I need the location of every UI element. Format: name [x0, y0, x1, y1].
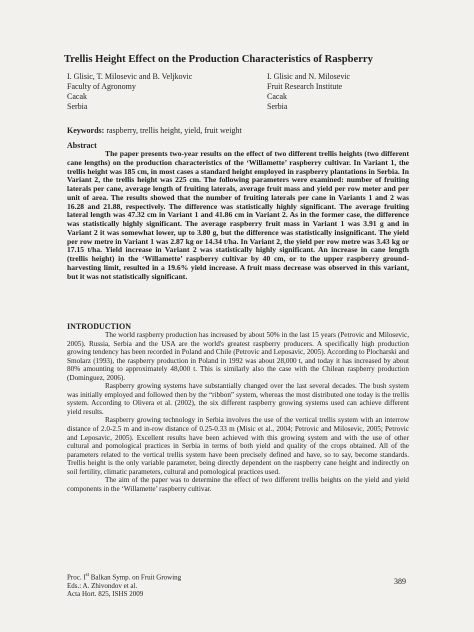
page-number: 389: [394, 577, 406, 586]
author-block-right: [267, 72, 350, 112]
author-names: I. Glisic and N. Milosevic: [267, 72, 351, 81]
footer-acta-line: Acta Hort. 825, ISHS 2009: [67, 590, 144, 599]
intro-paragraph: The world raspberry production has increased by about 50% in the last 15 years (Petrovic and Milosevic, 2005). Russia, Serbia and the USA are the world's greatest raspberry producers. A specifically high production growing tendency has been recorded in Poland and Chile (Petrovic and Leposavic, 2005). According to Plocharski and Smolarz (1993), the raspberry production in Poland in 1992 was about 28,000 t, and today it has increased by about 80% amounting to approximately 48,000 t. This is similarly also the case with the Chilean raspberry production (Dominguez, 2006).: [67, 331, 409, 382]
author-block-left: [67, 72, 192, 112]
intro-paragraph: Raspberry growing systems have substantially changed over the last several decades. The bush system was initially employed and followed then by the “ribbon” system, whereas the most distributed one today is the trellis system. According to Olivera et al. (2002), the six different raspberry growing systems used can achieve different yield results.: [67, 382, 409, 416]
author-affiliation: Fruit Research Institute: [267, 82, 343, 91]
author-country: Serbia: [267, 102, 288, 111]
paper-title: Trellis Height Effect on the Production Characteristics of Raspberry: [64, 54, 373, 65]
keywords-label: Keywords:: [67, 126, 105, 135]
intro-paragraph: Raspberry growing technology in Serbia involves the use of the vertical trellis system with an interrow distance of 2.0-2.5 m and in-row distance of 0.25-0.33 m (Misic et al., 2004; Petrovic and Milosevic, 2005; Petrovic and Leposavic, 2005). Excellent results have been achieved with this growing system and with the use of other cultural and pomological practices in Serbia in terms of both yield and quality of the crops obtained. All of the parameters related to the vertical trellis system have been precisely defined and have, so to say, become standards. Trellis height is the only variable parameter, being directly dependent on the raspberry cane height and indirectly on soil fertility, climatic parameters, cultural and pomological practices used.: [67, 416, 409, 476]
footer-editors-line: Eds.: A. Zhivondov et al.: [67, 581, 138, 590]
keywords-line: [67, 126, 242, 135]
footer-proceedings-line: Proc. Ist Balkan Symp. on Fruit Growing: [67, 573, 182, 582]
intro-paragraph: The aim of the paper was to determine the effect of two different trellis heights on the yield and yield components in the ‘Willamette’ raspberry cultivar.: [67, 476, 409, 493]
proceedings-footer: [67, 572, 181, 599]
author-affiliation: Faculty of Agronomy: [67, 82, 136, 91]
abstract-heading: Abstract: [67, 141, 97, 150]
abstract-text: The paper presents two-year results on the effect of two different trellis heights (two different cane lengths) on the production characteristics of the ‘Willamette’ raspberry cultivar. In Variant 1, the trellis height was 185 cm, in most cases a standard height employed in raspberry plantations in Serbia. In Variant 2, the trellis height was 225 cm. The following parameters were examined: number of fruiting laterals per cane, average length of fruiting laterals, average fruit mass and yield per row meter and per unit of area. The results showed that the number of fruiting laterals per cane in Variants 1 and 2 was 16.28 and 21.88, respectively. The difference was statistically highly significant. The average fruiting lateral length was 47.32 cm in Variant 1 and 41.86 cm in Variant 2. As in the former case, the difference was statistically highly significant. The average raspberry fruit mass in Variant 1 was 3.91 g and in Variant 2 it was somewhat lower, up to 3.80 g, but the difference was statistically insignificant. The yield per row metre in Variant 1 was 2.87 kg or 14.34 t/ha. In Variant 2, the yield per row metre was 3.43 kg or 17.15 t/ha. Yield increase in Variant 2 was statistically highly significant. An increase in cane length (trellis height) in the ‘Willamette’ raspberry cultivar by 40 cm, or to the upper raspberry ground-harvesting limit, resulted in a 19.6% yield increase. A fruit mass decrease was observed in this variant, but it was not statistically significant.: [67, 149, 409, 281]
introduction-body: [67, 331, 409, 493]
author-city: Cacak: [67, 92, 87, 101]
introduction-heading: INTRODUCTION: [67, 322, 132, 331]
author-country: Serbia: [67, 102, 88, 111]
author-names: I. Glisic, T. Milosevic and B. Veljkovic: [67, 72, 193, 81]
keywords-text: raspberry, trellis height, yield, fruit weight: [104, 126, 242, 135]
author-city: Cacak: [267, 92, 287, 101]
